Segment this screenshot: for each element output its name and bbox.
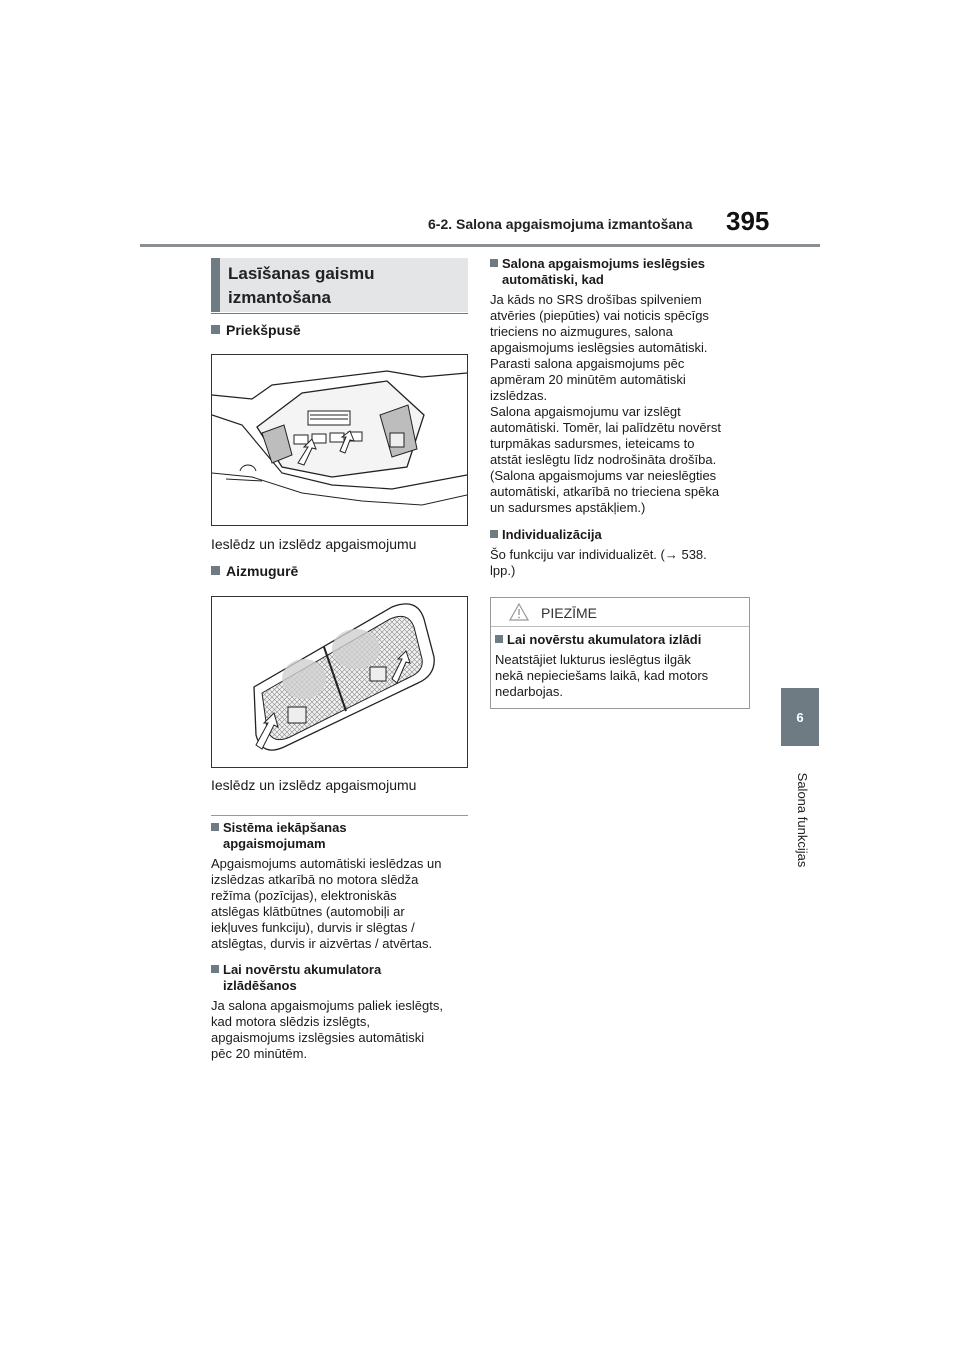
- front-light-illustration: [212, 355, 467, 525]
- battery-heading: Lai novērstu akumulatora: [211, 962, 381, 978]
- chapter-number: 6: [796, 709, 804, 725]
- rear-light-figure: [211, 596, 468, 768]
- front-caption: Ieslēdz un izslēdz apgaismojumu: [211, 536, 417, 552]
- entry-system-heading-line2: apgaismojumam: [223, 836, 326, 851]
- entry-system-heading: Sistēma iekāpšanas: [211, 820, 347, 836]
- entry-system-text: Apgaismojums automātiski ieslēdzas un izslēdzas atkarībā no motora slēdža režīma (pozīcijas), elektroniskās atslēgas klātbūtnes (automobiļi ar iekļuves funkciju), durvis ir slēgtas / atslēgtas, durvis ir aizvērtas / atvērtas.: [211, 856, 442, 951]
- square-bullet-icon: [211, 823, 219, 831]
- square-bullet-icon: [211, 325, 220, 334]
- square-bullet-icon: [495, 635, 503, 643]
- section-title: 6-2. Salona apgaismojuma izmantošana: [428, 216, 693, 232]
- note-header: [491, 598, 749, 626]
- front-light-figure: [211, 354, 468, 526]
- square-bullet-icon: [490, 530, 498, 538]
- battery-heading-line2: izlādēšanos: [223, 978, 297, 993]
- chapter-tab[interactable]: [781, 688, 819, 746]
- customization-text: Šo funkciju var individualizēt. (→ 538. lpp.): [490, 547, 707, 578]
- section-heading-line1: Lasīšanas gaismu: [228, 264, 375, 283]
- battery-text: Ja salona apgaismojums paliek ieslēgts, kad motora slēdzis izslēgts, apgaismojums izslēgsies automātiski pēc 20 minūtēm.: [211, 998, 443, 1061]
- chapter-title: Salona funkcijas: [795, 772, 810, 868]
- rear-heading: Aizmugurē: [211, 563, 298, 579]
- auto-on-heading: Salona apgaismojums ieslēgsies: [490, 256, 705, 272]
- auto-on-text: Ja kāds no SRS drošības spilveniem atvēries (piepūties) vai noticis spēcīgs trieciens no aizmugures, salona apgaismojums ieslēgsies automātiski. Parasti salona apgaismojums pēc apmēram 20 minūtēm automātiski izslēdzas. Salona apgaismojumu var izslēgt automātiski. Tomēr, lai palīdzētu novērst turpmākas sadursmes, ieteicams to atstāt ieslēgtu līdz nodrošināta drošība. (Salona apgaismojums var neieslēgties automātiski, atkarībā no trieciena spēka un sadursmes apstākļiem.): [490, 292, 721, 515]
- note-text: Neatstājiet lukturus ieslēgtus ilgāk nekā nepieciešams laikā, kad motors nedarbojas.: [495, 652, 709, 699]
- section-divider: [211, 815, 468, 816]
- section-heading-line2: izmantošana: [228, 288, 331, 307]
- auto-on-heading-line2: automātiski, kad: [502, 272, 604, 287]
- page-number: 395: [726, 206, 770, 236]
- front-heading: Priekšpusē: [211, 322, 301, 338]
- note-heading: Lai novērstu akumulatora izlādi: [495, 632, 701, 648]
- section-heading-box: [211, 258, 468, 312]
- square-bullet-icon: [211, 566, 220, 575]
- square-bullet-icon: [490, 259, 498, 267]
- header-rule: [140, 244, 820, 247]
- square-bullet-icon: [211, 965, 219, 973]
- note-header-rule: [491, 626, 749, 627]
- customization-heading: Individualizācija: [490, 527, 602, 543]
- title-rule: [211, 313, 468, 314]
- rear-light-illustration: [212, 597, 467, 767]
- rear-caption: Ieslēdz un izslēdz apgaismojumu: [211, 777, 417, 793]
- warning-triangle-icon: [509, 603, 529, 621]
- note-label: PIEZĪME: [541, 605, 598, 621]
- note-box: [490, 597, 750, 709]
